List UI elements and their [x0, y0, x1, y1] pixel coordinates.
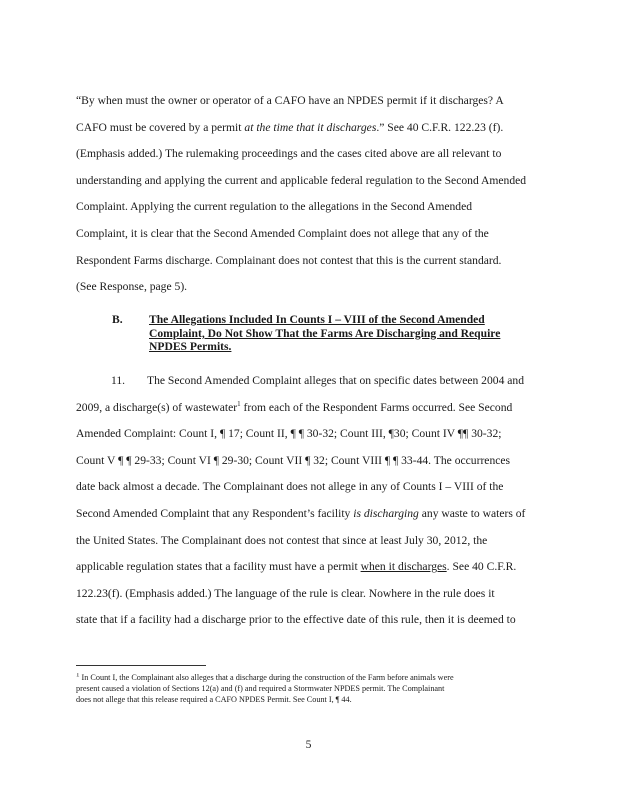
italic-text: is discharging	[353, 506, 419, 520]
footnote-reference: 1	[237, 399, 241, 408]
paragraph-11-line: Amended Complaint: Count I, ¶ 17; Count II, ¶ ¶ 30-32; Count III, ¶30; Count IV ¶¶ 30-32;	[76, 427, 502, 441]
text-run: CAFO must be covered by a permit	[76, 120, 245, 134]
page-number: 5	[305, 738, 312, 751]
text-run: any waste to waters of	[418, 506, 526, 520]
underlined-text: when it discharges	[360, 560, 447, 574]
paragraph-11-line	[76, 368, 554, 395]
text-run: The Second Amended Complaint alleges that on specific dates between 2004 and	[147, 374, 525, 387]
paragraph-1-line: “By when must the owner or operator of a CAFO have an NPDES permit if it discharges? A	[76, 94, 504, 107]
paragraph-11-line	[76, 501, 554, 528]
footnote-line	[76, 673, 554, 684]
paragraph-1-line	[76, 115, 554, 142]
section-title-line: The Allegations Included In Counts I – VIII of the Second Amended	[149, 313, 485, 326]
text-run: In Count I, the Complainant also alleges that a discharge during the construction of the Farm before animals were	[79, 673, 454, 682]
paragraph-11	[76, 368, 554, 634]
paragraph-1-line: Respondent Farms discharge. Complainant does not contest that this is the current standard.	[76, 253, 502, 267]
text-run: Second Amended Complaint that any Respondent’s facility	[76, 506, 354, 520]
section-title-line: Complaint, Do Not Show That the Farms Are Discharging and Require	[149, 326, 501, 340]
text-run: . See 40 C.F.R.	[446, 560, 517, 574]
paragraph-1-line: (Emphasis added.) The rulemaking proceedings and the cases cited above are all relevant to	[76, 147, 502, 161]
footnote	[76, 673, 554, 705]
paragraph-1-line: Complaint, it is clear that the Second Amended Complaint does not allege that any of the	[76, 226, 489, 240]
paragraph-11-line: state that if a facility had a discharge prior to the effective date of this rule, then it is deemed to	[76, 613, 516, 627]
paragraph-11-line: 122.23(f). (Emphasis added.) The language of the rule is clear. Nowhere in the rule does it	[76, 586, 495, 600]
text-run: applicable regulation states that a facility must have a permit	[76, 560, 361, 574]
text-run: .” See 40 C.F.R. 122.23 (f).	[376, 120, 504, 134]
paragraph-11-line: the United States. The Complainant does not contest that since at least July 30, 2012, the	[76, 533, 488, 547]
paragraph-1-line: understanding and applying the current and applicable federal regulation to the Second Amended	[76, 173, 527, 187]
footnote-line: present caused a violation of Sections 12(a) and (f) and required a Stormwater NPDES permit. The Complainant	[76, 683, 445, 693]
text-run: 2009, a discharge(s) of wastewater	[76, 400, 238, 414]
section-letter: B.	[112, 313, 123, 326]
section-title	[149, 313, 549, 354]
italic-text: at the time that it discharges	[244, 120, 377, 134]
section-title-line: NPDES Permits.	[149, 340, 232, 354]
paragraph-number: 11.	[111, 374, 126, 387]
footnote-marker: 1	[76, 673, 80, 679]
paragraph-11-line	[76, 395, 554, 422]
paragraph-11-line: date back almost a decade. The Complainant does not allege in any of Counts I – VIII of the	[76, 480, 504, 494]
paragraph-1	[76, 88, 554, 301]
paragraph-1-line: Complaint. Applying the current regulation to the allegations in the Second Amended	[76, 200, 473, 214]
text-run: from each of the Respondent Farms occurred. See Second	[240, 400, 513, 414]
paragraph-11-line: Count V ¶ ¶ 29-33; Count VI ¶ 29-30; Count VII ¶ 32; Count VIII ¶ ¶ 33-44. The occurrences	[76, 453, 511, 467]
footnote-line: does not allege that this release required a CAFO NPDES Permit. See Count I, ¶ 44.	[76, 694, 352, 704]
paragraph-11-line	[76, 554, 554, 581]
footnote-divider	[76, 665, 206, 666]
paragraph-1-line: (See Response, page 5).	[76, 280, 188, 294]
